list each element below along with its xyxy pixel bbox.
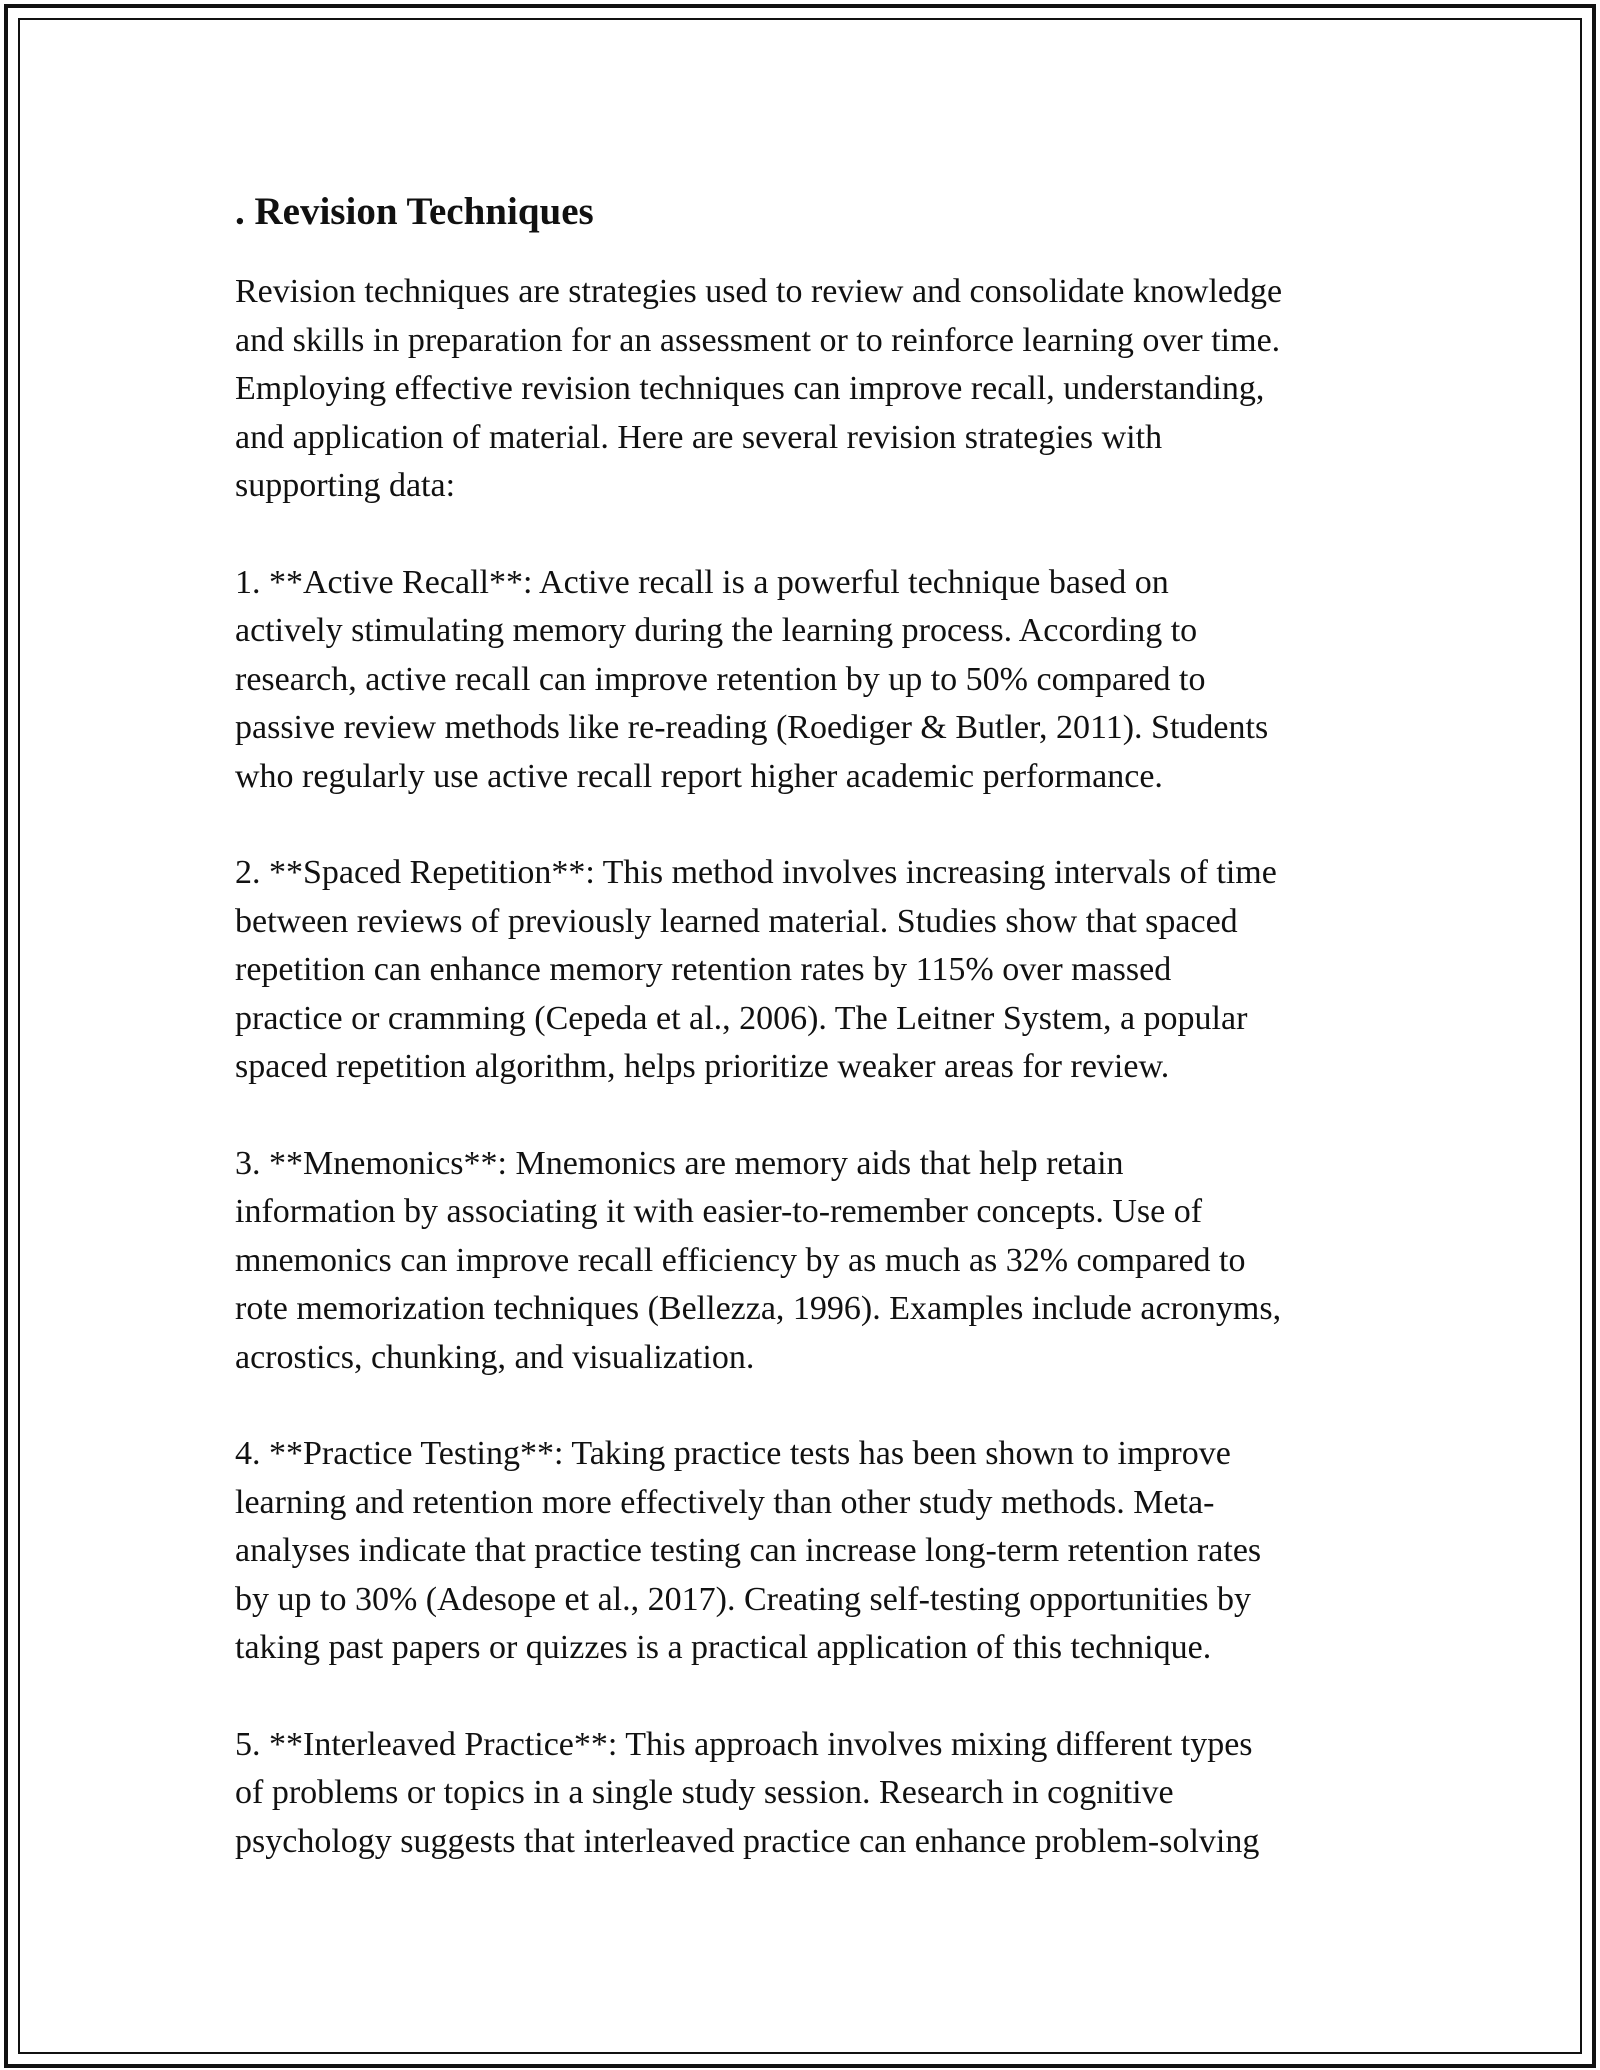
paragraph-line: 5. **Interleaved Practice**: This approach involves mixing different types	[235, 1725, 1253, 1763]
paragraph-line: of problems or topics in a single study session. Research in cognitive	[235, 1774, 1174, 1811]
paragraph-line: passive review methods like re-reading (Roediger & Butler, 2011). Students	[235, 709, 1269, 746]
paragraph-line: learning and retention more effectively than other study methods. Meta-	[235, 1483, 1215, 1521]
technique-interleaved-practice	[235, 1721, 1375, 1867]
technique-mnemonics	[235, 1140, 1375, 1383]
paragraph-line: analyses indicate that practice testing can increase long-term retention rates	[235, 1532, 1262, 1569]
paragraph-line: Employing effective revision techniques can improve recall, understanding,	[235, 370, 1265, 407]
paragraph-line: Revision techniques are strategies used to review and consolidate knowledge	[235, 273, 1283, 310]
paragraph-line: and application of material. Here are several revision strategies with	[235, 418, 1163, 456]
paragraph-line: supporting data:	[235, 467, 456, 504]
technique-active-recall	[235, 559, 1375, 802]
paragraph-line: 3. **Mnemonics**: Mnemonics are memory aids that help retain	[235, 1144, 1124, 1182]
paragraph-line: 1. **Active Recall**: Active recall is a powerful technique based on	[235, 563, 1169, 601]
paragraph-line: and skills in preparation for an assessment or to reinforce learning over time.	[235, 321, 1281, 359]
paragraph-line: psychology suggests that interleaved practice can enhance problem-solving	[235, 1822, 1260, 1860]
paragraph-line: practice or cramming (Cepeda et al., 2006). The Leitner System, a popular	[235, 999, 1248, 1037]
paragraph-line: between reviews of previously learned material. Studies show that spaced	[235, 902, 1238, 940]
paragraph-line: 4. **Practice Testing**: Taking practice tests has been shown to improve	[235, 1435, 1231, 1472]
paragraph-line: research, active recall can improve retention by up to 50% compared to	[235, 660, 1206, 698]
paragraph-line: who regularly use active recall report higher academic performance.	[235, 757, 1163, 795]
paragraph-line: actively stimulating memory during the learning process. According to	[235, 612, 1198, 649]
document-body	[235, 186, 1375, 1914]
technique-spaced-repetition	[235, 849, 1375, 1092]
paragraph-line: mnemonics can improve recall efficiency by as much as 32% compared to	[235, 1241, 1246, 1279]
technique-practice-testing	[235, 1430, 1375, 1673]
paragraph-line: information by associating it with easier-to-remember concepts. Use of	[235, 1193, 1203, 1230]
paragraph-line: repetition can enhance memory retention rates by 115% over massed	[235, 951, 1172, 988]
paragraph-line: acrostics, chunking, and visualization.	[235, 1338, 755, 1376]
paragraph-line: spaced repetition algorithm, helps prioritize weaker areas for review.	[235, 1048, 1170, 1085]
paragraph-line: rote memorization techniques (Bellezza, 1996). Examples include acronyms,	[235, 1290, 1282, 1327]
paragraph-line: taking past papers or quizzes is a practical application of this technique.	[235, 1629, 1212, 1666]
paragraph-line: by up to 30% (Adesope et al., 2017). Creating self-testing opportunities by	[235, 1580, 1252, 1618]
section-heading: . Revision Techniques	[235, 190, 594, 233]
intro-paragraph	[235, 268, 1375, 511]
paragraph-line: 2. **Spaced Repetition**: This method involves increasing intervals of time	[235, 854, 1277, 891]
